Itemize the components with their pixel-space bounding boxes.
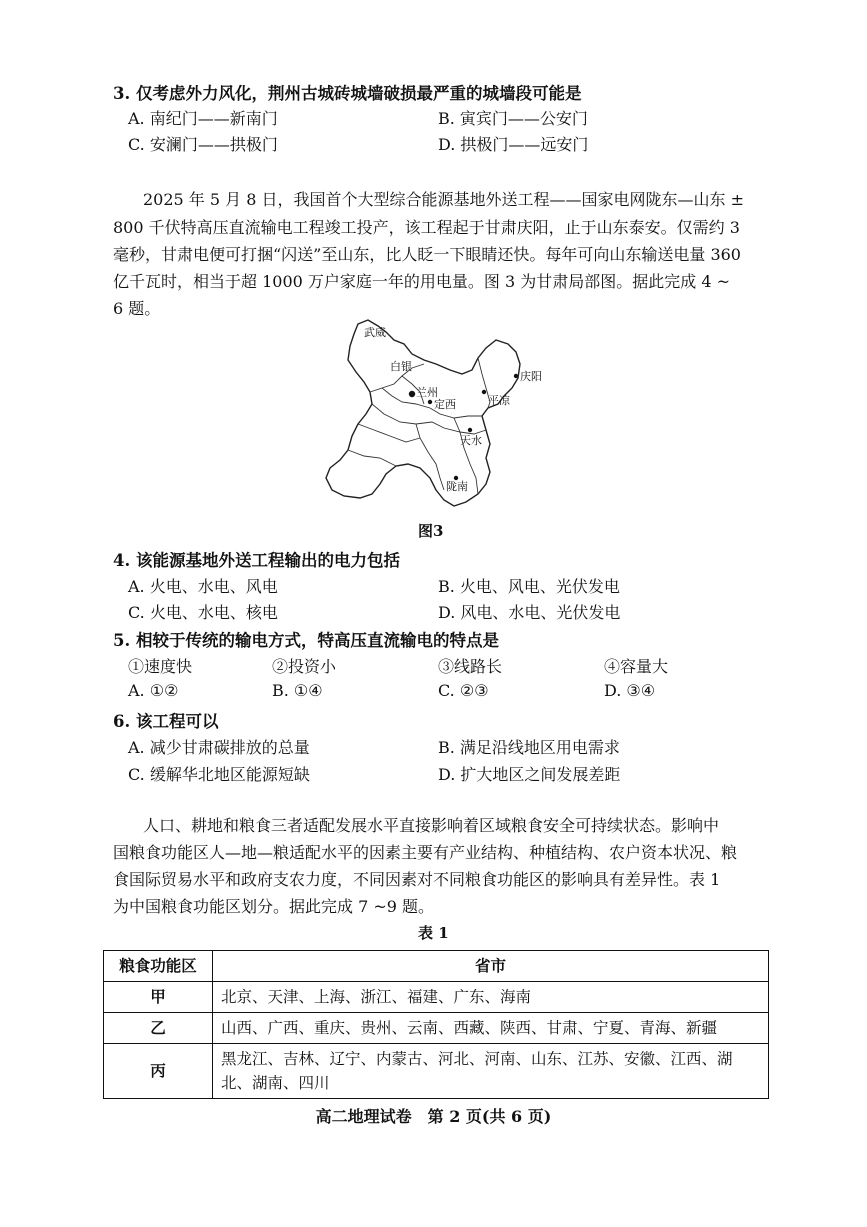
gansu-map: [320, 318, 542, 508]
city-dingxi: 定西: [434, 398, 456, 411]
provinces-cell: 黑龙江、吉林、辽宁、内蒙古、河北、河南、山东、江苏、安徽、江西、湖北、湖南、四川: [213, 1044, 769, 1099]
header-zone: 粮食功能区: [104, 951, 213, 982]
q3-option-b: B. 寅宾门——公安门: [438, 109, 588, 128]
province-outline: [326, 320, 520, 506]
city-wuwei: 武威: [364, 326, 386, 339]
q4-option-d: D. 风电、水电、光伏发电: [438, 603, 621, 622]
q5-item-4: ④容量大: [604, 657, 669, 676]
q4-option-b: B. 火电、风电、光伏发电: [438, 577, 620, 596]
q5-item-2: ②投资小: [272, 657, 337, 676]
zone-cell: 甲: [104, 982, 213, 1013]
city-longnan: 陇南: [446, 480, 468, 493]
figure3-caption: 图3: [418, 522, 444, 540]
q5-item-3: ③线路长: [438, 657, 503, 676]
city-lanzhou: 兰州: [416, 386, 438, 399]
q5-option-c: C. ②③: [438, 681, 489, 700]
q6-option-d: D. 扩大地区之间发展差距: [438, 765, 621, 784]
passage1-line4: 亿千瓦时，相当于超 1000 万户家庭一年的用电量。图 3 为甘肃局部图。据此完成 4 ~: [113, 272, 731, 291]
q4-option-a: A. 火电、水电、风电: [128, 577, 278, 596]
q4-stem: 4. 该能源基地外送工程输出的电力包括: [113, 551, 400, 570]
q6-option-a: A. 减少甘肃碳排放的总量: [128, 738, 310, 757]
q5-stem: 5. 相较于传统的输电方式，特高压直流输电的特点是: [113, 631, 499, 650]
passage2-line1: 人口、耕地和粮食三者适配发展水平直接影响着区域粮食安全可持续状态。影响中: [143, 816, 720, 835]
passage1-line3: 毫秒，甘肃电便可打捆“闪送”至山东，比人眨一下眼睛还快。每年可向山东输送电量 360: [113, 245, 741, 264]
passage1-line2: 800 千伏特高压直流输电工程竣工投产，该工程起于甘肃庆阳，止于山东泰安。仅需约 3: [113, 218, 740, 237]
passage1-line1: 2025 年 5 月 8 日，我国首个大型综合能源基地外送工程——国家电网陇东—山东 ±: [143, 190, 745, 209]
zone-cell: 乙: [104, 1013, 213, 1044]
table-row: [104, 1013, 769, 1044]
table-row: [104, 982, 769, 1013]
q3-stem: 3. 仅考虑外力风化，荆州古城砖城墙破损最严重的城墙段可能是: [113, 84, 582, 103]
q6-option-c: C. 缓解华北地区能源短缺: [128, 765, 310, 784]
q5-option-d: D. ③④: [604, 681, 656, 700]
table1-caption: 表 1: [418, 924, 449, 942]
header-provinces: 省市: [213, 951, 769, 982]
table-header-row: [104, 951, 769, 982]
passage2-line4: 为中国粮食功能区划分。据此完成 7 ~9 题。: [113, 897, 435, 916]
q5-option-b: B. ①④: [272, 681, 323, 700]
provinces-cell: 山西、广西、重庆、贵州、云南、西藏、陕西、甘肃、宁夏、青海、新疆: [213, 1013, 769, 1044]
passage1-line5: 6 题。: [113, 299, 161, 318]
passage2-line3: 食国际贸易水平和政府支农力度，不同因素对不同粮食功能区的影响具有差异性。表 1: [113, 870, 721, 889]
q5-item-1: ①速度快: [128, 657, 193, 676]
q4-option-c: C. 火电、水电、核电: [128, 603, 278, 622]
table1: [103, 950, 769, 1099]
q3-option-c: C. 安澜门——拱极门: [128, 135, 278, 154]
table-row: [104, 1044, 769, 1099]
q5-option-a: A. ①②: [128, 681, 179, 700]
zone-cell: 丙: [104, 1044, 213, 1099]
passage2-line2: 国粮食功能区人—地—粮适配水平的因素主要有产业结构、种植结构、农户资本状况、粮: [113, 843, 738, 862]
city-tianshui: 天水: [460, 434, 482, 447]
internal-boundaries: [348, 358, 490, 494]
page-footer: 高二地理试卷 第 2 页(共 6 页): [315, 1107, 552, 1126]
city-baiyin: 白银: [390, 360, 412, 373]
city-qingyang: 庆阳: [520, 370, 542, 383]
q6-stem: 6. 该工程可以: [113, 712, 219, 731]
q3-option-d: D. 拱极门——远安门: [438, 135, 589, 154]
provinces-cell: 北京、天津、上海、浙江、福建、广东、海南: [213, 982, 769, 1013]
q6-option-b: B. 满足沿线地区用电需求: [438, 738, 620, 757]
q3-option-a: A. 南纪门——新南门: [128, 109, 278, 128]
city-pingliang: 平凉: [488, 394, 510, 407]
